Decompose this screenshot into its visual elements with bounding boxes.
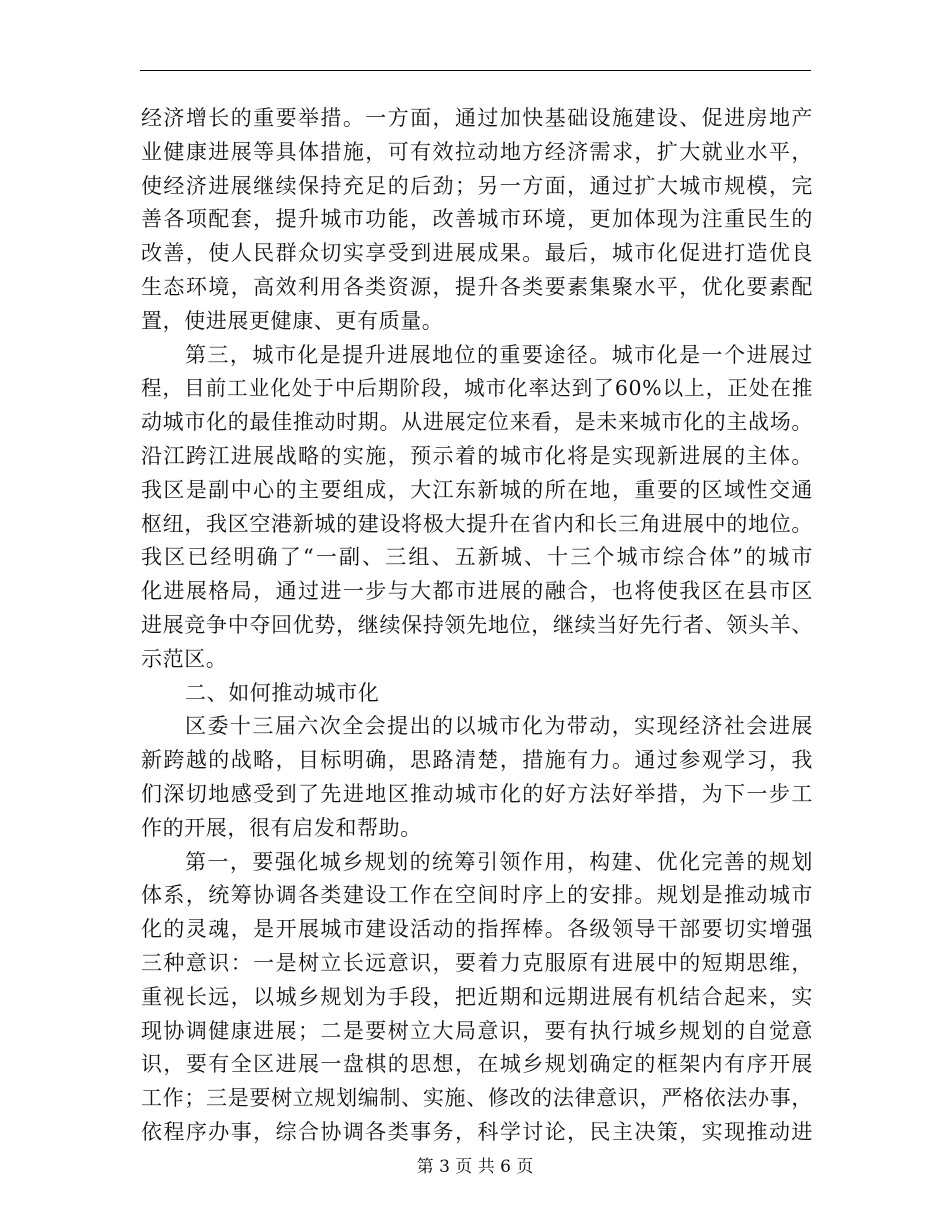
text-line: 示范区。 [141,646,228,671]
section-heading: 二、如何推动城市化 [185,680,380,705]
text-line: 工作；三是要树立规划编制、实施、修改的法律意识，严格依法办事， [141,1086,813,1111]
text-line: 枢纽，我区空港新城的建设将极大提升在省内和长三角进展中的地位。 [141,511,813,536]
text-line: 使经济进展继续保持充足的后劲；另一方面，通过扩大城市规模，完 [141,173,813,198]
document-body [141,102,813,1150]
text-line: 识，要有全区进展一盘棋的思想，在城乡规划确定的框架内有序开展 [141,1052,813,1077]
text-line: 化的灵魂，是开展城市建设活动的指挥棒。各级领导干部要切实增强 [141,917,813,942]
text-line: 动城市化的最佳推动时期。从进展定位来看，是未来城市化的主战场。 [141,410,813,435]
text-line: 业健康进展等具体措施，可有效拉动地方经济需求，扩大就业水平， [141,139,813,164]
text-line: 沿江跨江进展战略的实施，预示着的城市化将是实现新进展的主体。 [141,443,813,468]
text-line: 作的开展，很有启发和帮助。 [141,815,422,840]
text-line: 新跨越的战略，目标明确，思路清楚，措施有力。通过参观学习，我 [141,748,813,773]
text-line: 体系，统筹协调各类建设工作在空间时序上的安排。规划是推动城市 [141,883,813,908]
text-line: 程，目前工业化处于中后期阶段，城市化率达到了60%以上，正处在推 [141,376,813,401]
header-rule [140,70,811,71]
text-line: 生态环境，高效利用各类资源，提升各类要素集聚水平，优化要素配 [141,274,813,299]
text-line: 们深切地感受到了先进地区推动城市化的好方法好举措，为下一步工 [141,781,813,806]
text-line: 三种意识：一是树立长远意识，要着力克服原有进展中的短期思维， [141,950,813,975]
text-line: 依程序办事，综合协调各类事务，科学讨论，民主决策，实现推动进 [141,1119,813,1144]
text-line: 化进展格局，通过进一步与大都市进展的融合，也将使我区在县市区 [141,579,813,604]
text-line: 现协调健康进展；二是要树立大局意识，要有执行城乡规划的自觉意 [141,1018,813,1043]
paragraph-first-line: 第三，城市化是提升进展地位的重要途径。城市化是一个进展过 [185,342,813,367]
text-line: 进展竞争中夺回优势，继续保持领先地位，继续当好先行者、领头羊、 [141,612,813,637]
text-line: 善各项配套，提升城市功能，改善城市环境，更加体现为注重民生的 [141,207,813,232]
text-line: 置，使进展更健康、更有质量。 [141,308,444,333]
text-line: 经济增长的重要举措。一方面，通过加快基础设施建设、促进房地产 [141,106,813,130]
paragraph-first-line: 第一，要强化城乡规划的统筹引领作用，构建、优化完善的规划 [185,849,813,874]
text-line: 我区是副中心的主要组成，大江东新城的所在地，重要的区域性交通 [141,477,813,502]
paragraph-first-line: 区委十三届六次全会提出的以城市化为带动，实现经济社会进展 [185,714,813,739]
page-number-footer: 第 3 页 共 6 页 [416,1157,534,1177]
text-line: 改善，使人民群众切实享受到进展成果。最后，城市化促进打造优良 [141,241,813,266]
text-line: 我区已经明确了“一副、三组、五新城、十三个城市综合体”的城市 [141,545,813,570]
text-line: 重视长远，以城乡规划为手段，把近期和远期进展有机结合起来，实 [141,984,813,1009]
